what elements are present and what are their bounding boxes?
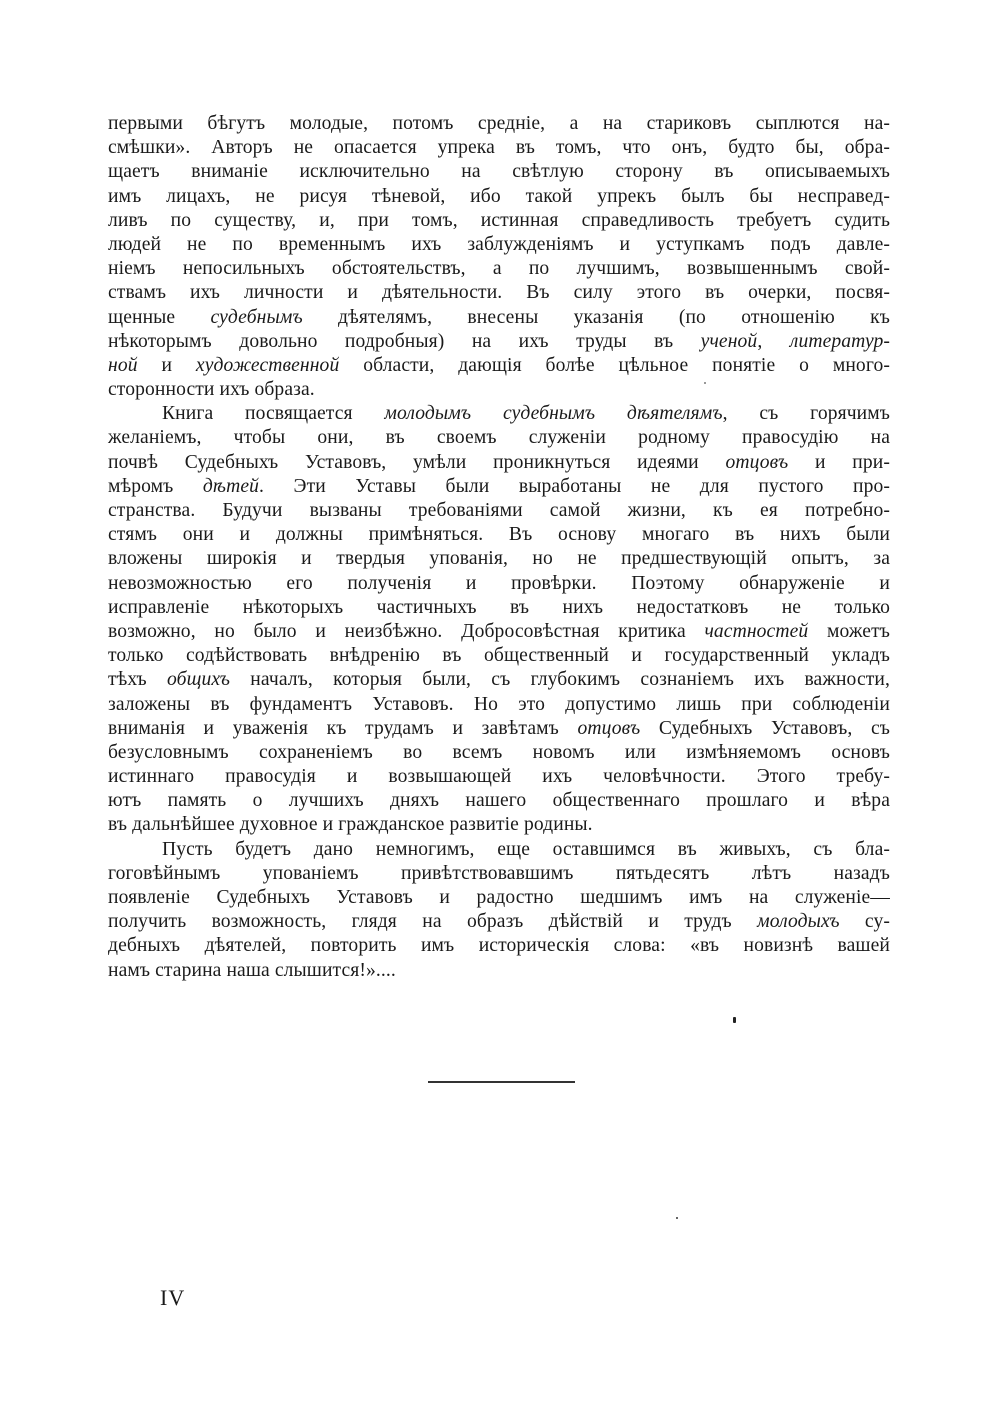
- text-run: , съ горячимъ: [722, 403, 891, 425]
- text-run: стямъ они и должны примѣняться. Въ основу многаго въ нихъ были: [108, 524, 890, 546]
- text-run: Пусть будетъ дано немногимъ, еще оставшимся въ живыхъ, съ бла-: [162, 838, 890, 860]
- text-line: [108, 862, 890, 886]
- text-line: [108, 451, 890, 475]
- text-run: мѣромъ: [108, 475, 203, 497]
- text-run: странства. Будучи вызваны требованіями самой жизни, къ ея потребно-: [108, 500, 890, 521]
- text-run: въ дальнѣйшее духовное и гражданское развитіе родины.: [108, 814, 593, 836]
- text-run: вложены широкія и твердыя упованія, но не предшествующій опытъ, за: [108, 548, 890, 570]
- text-run: Судебныхъ Уставовъ, съ: [640, 717, 890, 739]
- text-run: Книга посвящается: [162, 403, 385, 425]
- text-line: [108, 160, 890, 184]
- text-run: можетъ: [808, 620, 890, 642]
- italic-text-run: ной: [108, 354, 138, 376]
- text-line: [108, 886, 890, 910]
- text-run: людей не по временнымъ ихъ заблужденіямъ и уступкамъ подъ давле-: [108, 233, 890, 255]
- text-run: и: [137, 354, 196, 376]
- text-run: ютъ память о лучшихъ дняхъ нашего общественнаго прошлаго и вѣра: [108, 790, 890, 812]
- paragraph: [108, 838, 890, 983]
- text-line: [108, 499, 890, 523]
- text-run: желаніемъ, чтобы они, въ своемъ служеніи родному правосудію на: [108, 427, 890, 449]
- text-line: [108, 644, 890, 668]
- text-line: [108, 354, 890, 378]
- text-run: возможно, но было и неизбѣжно. Добросовѣстная критика: [108, 620, 705, 642]
- text-run: намъ старина наша слышится!»....: [108, 959, 396, 981]
- text-run: только содѣйствовать внѣдренію въ общественный и государственный укладъ: [108, 645, 890, 667]
- text-run: дебныхъ дѣятелей, повторить имъ историческія слова: «въ новизнѣ вашей: [108, 935, 890, 957]
- text-line: [108, 475, 890, 499]
- text-line: [108, 765, 890, 789]
- text-run: невозможностью его полученія и провѣрки. Поэтому обнаруженіе и: [108, 572, 890, 594]
- text-run: ливъ по существу, и, при томъ, истинная справедливость требуетъ судить: [108, 209, 890, 231]
- text-run: дѣятелямъ, внесены указанія (по отношенію къ: [302, 306, 890, 328]
- text-line: [108, 959, 890, 983]
- text-line: [108, 789, 890, 813]
- text-line: [108, 693, 890, 717]
- italic-text-run: частностей: [704, 620, 809, 642]
- text-line: [108, 209, 890, 233]
- italic-text-run: отцовъ: [577, 717, 641, 739]
- text-line: [108, 934, 890, 958]
- ink-speck: [676, 1217, 678, 1219]
- text-run: щаетъ вниманіе исключительно на свѣтлую сторону въ описываемыхъ: [108, 161, 890, 183]
- text-run: области, дающія болѣе цѣльное понятіе о много-: [339, 354, 890, 376]
- text-line: [108, 257, 890, 281]
- text-line: [108, 306, 890, 330]
- text-line: [108, 330, 890, 354]
- text-line: [108, 378, 890, 402]
- text-line: [108, 136, 890, 160]
- text-run: щенные: [108, 306, 211, 328]
- text-run: появленіе Судебныхъ Уставовъ и радостно шедшимъ имъ на служеніе—: [108, 887, 890, 908]
- text-line: [108, 717, 890, 741]
- italic-text-run: молодыхъ: [757, 911, 840, 933]
- ink-speck: [704, 382, 706, 384]
- text-run: нѣкоторымъ довольно подробныя) на ихъ труды въ: [108, 330, 701, 352]
- text-line: [108, 523, 890, 547]
- text-run: . Эти Уставы были выработаны не для пустого про-: [259, 475, 891, 497]
- text-line: [108, 668, 890, 692]
- text-run: получить возможность, глядя на образъ дѣйствій и трудъ: [108, 911, 758, 933]
- text-run: ствамъ ихъ личности и дѣятельности. Въ силу этого въ очерки, посвя-: [108, 282, 890, 304]
- italic-text-run: литератур-: [789, 330, 890, 352]
- text-run: смѣшки». Авторъ не опасается упрека въ томъ, что онъ, будто бы, обра-: [108, 137, 890, 159]
- page-number: IV: [160, 1285, 186, 1310]
- text-run: ,: [757, 330, 790, 352]
- paragraph: [108, 112, 890, 402]
- text-line: [108, 426, 890, 450]
- italic-text-run: молодымъ судебнымъ дѣятелямъ: [384, 403, 723, 425]
- text-line: [108, 838, 890, 862]
- italic-text-run: отцовъ: [725, 451, 789, 473]
- italic-text-run: судебнымъ: [210, 306, 303, 328]
- italic-text-run: ученой: [700, 330, 758, 352]
- text-run: почвѣ Судебныхъ Уставовъ, умѣли проникнуться идеями: [108, 451, 726, 473]
- body-text: [108, 112, 890, 983]
- text-line: [108, 741, 890, 765]
- text-run: ніемъ непосильныхъ обстоятельствъ, а по лучшимъ, возвышеннымъ свой-: [108, 258, 890, 280]
- italic-text-run: общихъ: [167, 669, 231, 691]
- text-line: [108, 233, 890, 257]
- text-line: [108, 547, 890, 571]
- text-run: тѣхъ: [108, 669, 168, 691]
- text-run: началъ, которыя были, съ глубокимъ сознаніемъ ихъ важности,: [230, 669, 890, 691]
- ink-speck: [733, 1017, 736, 1023]
- paragraph: [108, 402, 890, 837]
- text-line: [108, 910, 890, 934]
- text-run: первыми бѣгутъ молодые, потомъ средніе, а на стариковъ сыплются на-: [108, 113, 890, 134]
- text-run: истиннаго правосудія и возвышающей ихъ человѣчности. Этого требу-: [108, 766, 890, 788]
- text-line: [108, 281, 890, 305]
- text-run: сторонности ихъ образа.: [108, 379, 315, 401]
- text-line: [108, 813, 890, 837]
- text-run: исправленіе нѣкоторыхъ частичныхъ въ нихъ недостатковъ не только: [108, 596, 890, 618]
- text-line: [108, 596, 890, 620]
- text-run: заложены въ фундаментъ Уставовъ. Но это допустимо лишь при соблюденіи: [108, 693, 890, 715]
- text-line: [108, 402, 890, 426]
- text-run: су-: [839, 911, 890, 933]
- text-run: вниманія и уваженія къ трудамъ и завѣтамъ: [108, 717, 578, 739]
- text-line: [108, 112, 890, 136]
- text-run: и при-: [788, 451, 890, 473]
- text-line: [108, 572, 890, 596]
- text-run: имъ лицахъ, не рисуя тѣневой, ибо такой упрекъ былъ бы несправед-: [108, 185, 890, 207]
- italic-text-run: дѣтей: [202, 475, 260, 497]
- text-run: безусловнымъ сохраненіемъ во всемъ новомъ или измѣняемомъ основъ: [108, 741, 890, 763]
- section-divider-rule: [428, 1081, 575, 1083]
- italic-text-run: художественной: [195, 354, 340, 376]
- text-line: [108, 185, 890, 209]
- text-line: [108, 620, 890, 644]
- text-run: гоговѣйнымъ упованіемъ привѣтствовавшимъ пятьдесятъ лѣтъ назадъ: [108, 862, 890, 884]
